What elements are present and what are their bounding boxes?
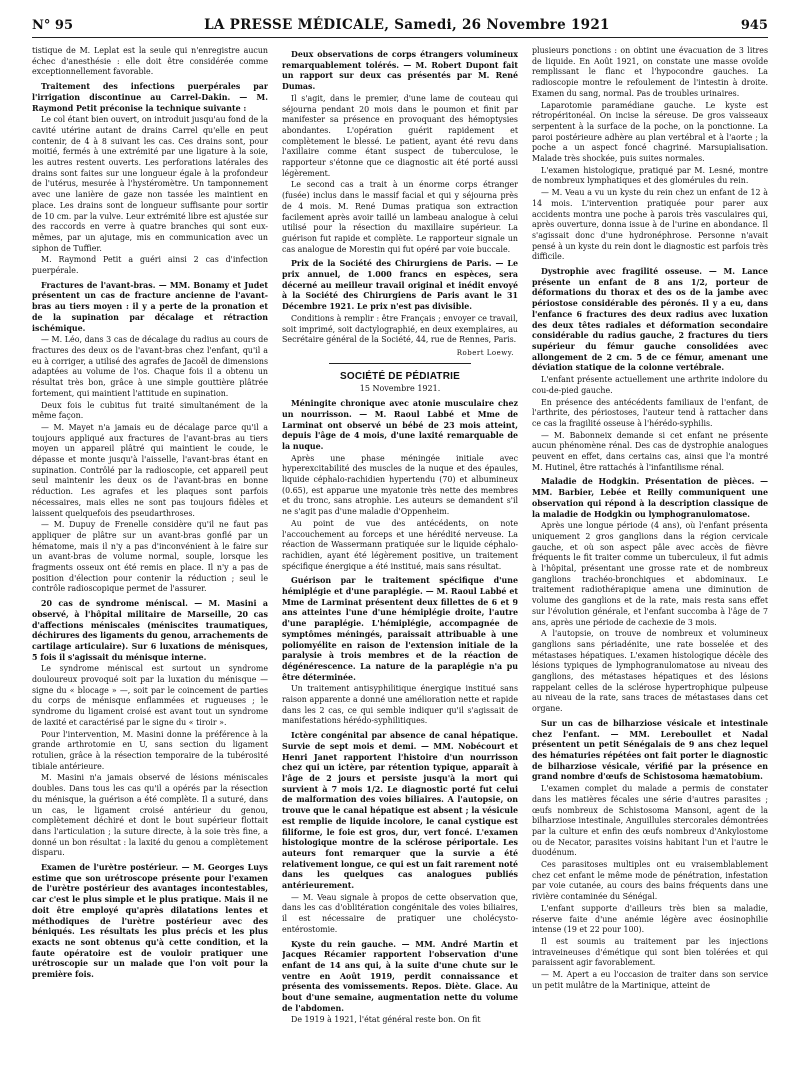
article-paragraph: L'enfant présente actuellement une arthrite indolore du cou-de-pied gauche. [532,375,768,395]
article-paragraph-lead: Ictère congénital par absence de canal hépatique. Survie de sept mois et demi. — MM. Nobécourt et Henri Janet rapportent l'histoire d'un nourrisson chez qui un ictère, par rétention typique, apparaît à l'âge de 2 jours et persiste jusqu'à la mort qui survient à 7 mois 1/2. Le diagnostic porté fut celui de malformation des voies biliaires. A l'autopsie, on trouve que le canal hépatique est absent ; la vésicule est remplie de liquide incolore, le canal cystique est filiforme, le foie est gros, dur, vert foncé. L'examen histologique montre de la sclérose périportale. Les auteurs font remarquer que la survie a été relativement longue, ce qui est un fait rarement noté dans les quelques cas analogues publiés antérieurement. [282,731,518,891]
article-paragraph: — M. Mayet n'a jamais eu de décalage parce qu'il a toujours appliqué aux fractures de l'avant-bras au tiers moyen un appareil plâtré qui maintient le coude, le dépasse et monte jusqu'à l'aisselle, l'avant-bras étant en supination. Contrôlé par la radioscopie, cet appareil peut seul maintenir les deux os de l'avant-bras en bonne réduction. Les agrafes et les plaques sont parfois nécessaires, mais elles ne sont pas toujours fidèles et laissent quelquefois des pseudarthroses. [32,422,268,518]
page-number: 945 [740,18,768,33]
article-paragraph-lead: Prix de la Société des Chirurgiens de Paris. — Le prix annuel, de 1.000 francs en espèces, sera décerné au meilleur travail original et inédit envoyé à la Société des Chirurgiens de Paris avant le 31 Décembre 1921. Le prix n'est pas divisible. [282,259,518,312]
article-paragraph: plusieurs ponctions : on obtint une évacuation de 3 litres de liquide. En Août 1921, on constate une masse ovoïde remplissant le flanc et l'hypocondre gauches. La radioscopie montre le refoulement de l'intestin à droite. Examen du sang, normal. Pas de troubles urinaires. [532,46,768,98]
page-header [32,17,768,38]
article-paragraph-lead: Dystrophie avec fragilité osseuse. — M. Lance présente un enfant de 8 ans 1/2, porteur de déformations du thorax et des os de la jambe avec périostose considérable des péronés. Il y a eu, dans l'enfance 6 fractures des deux radius avec luxation des deux têtes radiales et déformation secondaire considérable du radius gauche, 2 fractures du tiers supérieur du fémur gauche consolidées avec allongement de 2 cm. 5 de ce fémur, amenant une déviation statique de la colonne vertébrale. [532,267,768,373]
article-paragraph-lead: Fractures de l'avant-bras. — MM. Bonamy et Judet présentent un cas de fracture ancienne de l'avant-bras au tiers moyen : il y a perte de la pronation et de la supination par décalage et rétraction ischémique. [32,280,268,333]
article-paragraph: — M. Apert a eu l'occasion de traiter dans son service un petit mulâtre de la Martinique, atteint de [532,970,768,990]
article-paragraph: — M. Veau signale à propos de cette observation que, dans les cas d'oblitération congénitale des voies biliaires, il est nécessaire de pratiquer une cholécysto-entérostomie. [282,892,518,934]
text-columns [32,46,768,1074]
article-paragraph: Un traitement antisyphilitique énergique institué sans raison apparente a donné une amélioration nette et rapide dans les 2 cas, ce qui semble indiquer qu'il s'agissait de manifestations hérédo-syphilitiques. [282,684,518,726]
section-divider [329,363,471,364]
article-paragraph: Il est soumis au traitement par les injections intraveineuses d'émétique qui sont bien tolérées et qui paraissent agir favorablement. [532,936,768,968]
section-date: 15 Novembre 1921. [359,384,441,394]
issue-number: N° 95 [32,18,73,33]
article-paragraph: Le col étant bien ouvert, on introduit jusqu'au fond de la cavité utérine autant de drains Carrel qu'elle en peut contenir, de 4 à 8 suivant les cas. Ces drains sont, pour moitié, fermés à une extrémité par une ligature à la soie, les autres restent ouverts. Les perforations latérales des drains sont faites sur une longueur égale à la profondeur de l'utérus, mesurée à l'hystéromètre. Un tamponnement avec une lanière de gaze non tassée les maintient en place. Les drains sont de longueur suffisante pour sortir de 10 cm. par la vulve. Leur extrémité libre est ajustée sur des raccords en verre à quatre branches qui sont eux-mêmes, par un ajutage, mis en communication avec un siphon de Tuffier. [32,115,268,253]
article-paragraph: Le second cas a trait à un énorme corps étranger (fusée) inclus dans le massif facial et qui y séjourna près de 4 mois. M. René Dumas pratiqua son extraction facilement après avoir taillé un lambeau analogue à celui utilisé pour la résection du maxillaire supérieur. La guérison fut rapide et complète. Le rapporteur signale un cas analogue de Morestin qui fut opéré par voie buccale. [282,180,518,254]
article-paragraph: A l'autopsie, on trouve de nombreux et volumineux ganglions sans périadénite, une rate bosselée et des métastases hépatiques. L'examen histologique décèle des lésions typiques de lymphogranulomatose au niveau des ganglions, des métastases hépatiques et des lésions rappelant celles de la sclérose hypertrophique pulpeuse au niveau de la rate, sans traces de métastases dans cet organe. [532,629,768,714]
article-paragraph: M. Masini n'a jamais observé de lésions méniscales doubles. Dans tous les cas qu'il a opérés par la résection du ménisque, la guérison a été complète. Il a suturé, dans un cas, le ligament croisé antérieur du genou, complètement déchiré et dont le bout supérieur flottait dans l'articulation ; la suture directe, à la soie très fine, a donné un bon résultat : la laxité du genou a complètement disparu. [32,773,268,858]
column-middle [282,46,518,1074]
article-paragraph-lead: Sur un cas de bilharziose vésicale et intestinale chez l'enfant. — MM. Lereboullet et Nadal présentent un petit Sénégalais de 9 ans chez lequel des hématuries répétées ont fait porter le diagnostic de bilharziose vésicale, vérifié par la présence en grand nombre d'œufs de Schistosoma hæmatobium. [532,718,768,782]
article-paragraph: De 1919 à 1921, l'état général reste bon. On fit [291,1015,481,1025]
journal-title: LA PRESSE MÉDICALE, Samedi, 26 Novembre 1921 [204,17,610,33]
article-paragraph-lead: Kyste du rein gauche. — MM. André Martin et Jacques Récamier rapportent l'observation d'une enfant de 14 ans qui, à la suite d'une chute sur le ventre en Août 1919, perdit connaissance et présenta des vomissements. Repos. Diète. Glace. Au bout d'une semaine, augmentation nette du volume de l'abdomen. [282,939,518,1013]
article-paragraph: Après une phase méningée initiale avec hyperexcitabilité des muscles de la nuque et des épaules, liquide céphalo-rachidien hypertendu (70) et albumineux (0.65), est apparue une myatonie très nette des membres et du tronc, sans atrophie. Les auteurs se demandent s'il ne s'agit pas d'une maladie d'Oppenheim. [282,453,518,517]
article-paragraph: M. Raymond Petit a guéri ainsi 2 cas d'infection puerpérale. [32,255,268,276]
article-paragraph: Deux fois le cubitus fut traité simultanément de la même façon. [32,400,268,421]
article-paragraph: Il s'agit, dans le premier, d'une lame de couteau qui séjourna pendant 20 mois dans le poumon et finit par manifester sa présence en provoquant des hémoptysies abondantes. L'opération guérit rapidement et complètement le blessé. Le patient, ayant été revu dans l'axillaire comme étant suspect de tuberculose, le rapporteur s'étonne que ce diagnostic ait été porté aussi légèrement. [282,93,518,178]
article-paragraph: L'examen histologique, pratiqué par M. Lesné, montre de nombreux lymphatiques et des glomérules du rein. [532,165,768,186]
article-paragraph: En présence des antécédents familiaux de l'enfant, de l'arthrite, des périostoses, l'auteur tend à rattacher dans ce cas la fragilité osseuse à l'hérédo-syphilis. [532,397,768,428]
article-paragraph: Ces parasitoses multiples ont eu vraisemblablement chez cet enfant le même mode de pénétration, infestation par voie cutanée, au cours des bains fréquents dans une rivière contaminée du Sénégal. [532,860,768,902]
article-paragraph-lead: Guérison par le traitement spécifique d'une hémiplégie et d'une paraplégie. — M. Raoul Labbé et Mme de Larminat présentent deux fillettes de 6 et 9 ans atteintes l'une d'une hémiplégie droite, l'autre d'une paraplégie. L'hémiplégie, accompagnée de symptômes méningés, paraissait attribuable à une poliomyélite en raison de l'extension initiale de la paralysie à trois membres et de la réaction de dégénérescence. La nature de la paraplégie n'a pu être déterminée. [282,576,518,682]
article-paragraph: Pour l'intervention, M. Masini donne la préférence à la grande arthrotomie en U, sans section du ligament rotulien, grâce à la résection temporaire de la tubérosité tibiale antérieure. [32,729,268,771]
article-paragraph-lead: Examen de l'urètre postérieur. — M. Georges Luys estime que son urétroscope présente pour l'examen de l'urètre postérieur des avantages incontestables, car c'est le plus simple et le plus pratique. Mais il ne doit être employé qu'après dilatations lentes et méthodiques de l'urètre postérieur avec des béniqués. Les résultats les plus précis et les plus exacts ne sont obtenus qu'à cette condition, et la faute opératoire est de vouloir pratiquer une urétroscopie sur un malade que l'on voit pour la première fois. [32,863,268,980]
article-paragraph-lead: 20 cas de syndrome méniscal. — M. Masini a observé, à l'hôpital militaire de Marseille, 20 cas d'affections méniscales (méniscites traumatiques, déchirures des ligaments du genou, arrachements de cartilage articulaire). Sur 6 luxations de ménisques, 5 fois il s'agissait du ménisque interne. [32,599,268,662]
article-paragraph-lead: Maladie de Hodgkin. Présentation de pièces. — MM. Barbier, Lebée et Reilly communiquent une observation qui répond à la description classique de la maladie de Hodgkin ou lymphogranulomatose. [532,477,768,519]
column-left [32,46,268,1074]
article-paragraph-lead: Méningite chronique avec atonie musculaire chez un nourrisson. — M. Raoul Labbé et Mme de Larminat ont observé un bébé de 23 mois atteint, depuis l'âge de 4 mois, d'une laxité remarquable de la nuque. [282,399,518,451]
section-heading: SOCIÉTÉ DE PÉDIATRIE [340,370,460,382]
article-paragraph: — M. Léo, dans 3 cas de décalage du radius au cours de fractures des deux os de l'avant-bras chez l'enfant, qu'il a eu à corriger, a utilisé des agrafes de Jacoël de dimensions adaptées au volume de l'os. Chaque fois il a obtenu un résultat très bon, grâce à une simple gouttière plâtrée fortement, qui maintient l'attitude en supination. [32,335,268,398]
article-paragraph: tistique de M. Leplat est la seule qui n'enregistre aucun échec d'anesthésie : elle doit être considérée comme exceptionnellement favorable. [32,46,268,77]
article-paragraph: Le syndrome méniscal est surtout un syndrome douloureux provoqué soit par la luxation du ménisque — signe du « blocage » —, soit par le coincement de parties du corps de ménisque enflammées et rugueuses ; le syndrome du ligament croisé est avant tout un syndrome de laxité et caractérisé par le signe du « tiroir ». [32,664,268,727]
article-paragraph: Laparotomie paramédiane gauche. Le kyste est rétropéritonéal. On incise la séreuse. De gros vaisseaux serpentent à la surface de la poche, on la ponctionne. La paroi postérieure adhère au plan vertébral et à l'aorte ; la poche a un aspect foncé chagriné. Marsupialisation. Malade très shockée, puis suites normales. [532,100,768,164]
article-paragraph: Conditions à remplir : être Français ; envoyer ce travail, soit imprimé, soit dactylographié, en deux exemplaires, au Secrétaire général de la Société, 44, rue de Rennes, Paris. [282,313,518,345]
article-paragraph: L'examen complet du malade a permis de constater dans les matières fécales une série d'autres parasites ; œufs nombreux de Schistosoma Mansoni, agent de la bilharziose intestinale, Anguillules stercorales démontrées par la culture et enfin des œufs nombreux d'Ankylostome ou de Necator, parasites voisins habitant l'un et l'autre le duodénum. [532,784,768,858]
article-paragraph: — M. Babonneix demande si cet enfant ne présente aucun phénomène rénal. Des cas de dystrophie analogues peuvent en effet, dans certains cas, ainsi que l'a montré M. Hutinel, être rattachés à l'infantilisme rénal. [532,430,768,472]
signature: Robert Loewy. [456,348,514,357]
article-paragraph: — M. Dupuy de Frenelle considère qu'il ne faut pas appliquer de plâtre sur un avant-bras gonflé par un hématome, mais il n'y a pas d'inconvénient à le faire sur un avant-bras de volume normal, souple, lorsque les fragments osseux ont été remis en place. Il n'y a pas de position d'élection pour contenir la réduction ; seul le contrôle radioscopique permet de l'assurer. [32,520,268,594]
article-paragraph: L'enfant supporte d'ailleurs très bien sa maladie, réserve faite d'une anémie légère avec éosinophilie intense (19 et 22 pour 100). [532,903,768,935]
column-right [532,46,768,1074]
article-paragraph: Après une longue période (4 ans), où l'enfant présenta uniquement 2 gros ganglions dans la région cervicale gauche, et où son aspect pâle avec accès de fièvre fréquents le fit traiter comme un tuberculeux, il fut admis à l'hôpital, présentant une grosse rate et de nombreux ganglions trachéo-bronchiques et abdominaux. Le traitement radiothérapique amena une diminution de volume des ganglions et de la rate, mais resta sans effet sur l'évolution générale, et l'enfant succomba à l'âge de 7 ans, après une période de cachexie de 3 mois. [532,521,768,627]
article-paragraph-lead: Traitement des infections puerpérales par l'irrigation discontinue au Carrel-Dakin. — M. Raymond Petit préconise la technique suivante : [32,82,268,113]
article-paragraph: Au point de vue des antécédents, on note l'accouchement au forceps et une hérédité nerveuse. La réaction de Wassermann pratiquée sur le liquide céphalo-rachidien, ayant été légèrement positive, un traitement spécifique énergique a été institué, mais sans résultat. [282,518,518,571]
article-paragraph: — M. Veau a vu un kyste du rein chez un enfant de 12 à 14 mois. L'intervention pratiquée pour parer aux accidents montra une poche à parois très vasculaires qui, après ouverture, donna issue à de l'urine en abondance. Il s'agissait donc d'une hydronéphrose. Personne n'avait pensé à un kyste du rein dont le diagnostic est parfois très difficile. [532,188,768,262]
article-paragraph-lead: Deux observations de corps étrangers volumineux remarquablement tolérés. — M. Robert Dupont fait un rapport sur deux cas présentés par M. René Dumas. [282,50,518,92]
